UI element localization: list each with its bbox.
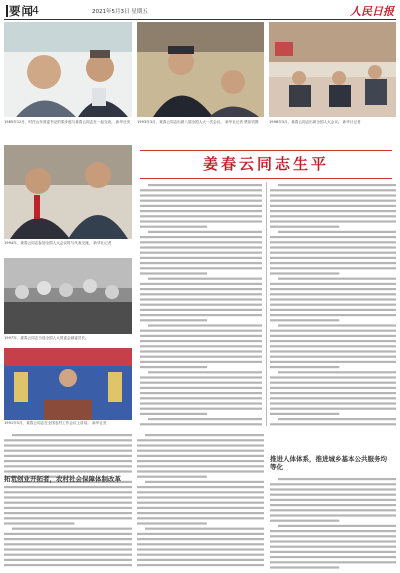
credit-4: 新华社记者 — [93, 241, 112, 245]
caption-5-text: 1997年，姜春云同志当选全国人大常委会副委员长。 — [4, 336, 89, 340]
caption-1 — [4, 120, 132, 125]
text-lines — [140, 182, 262, 426]
subhead-right — [270, 455, 390, 471]
caption-6-text: 1991年5月，姜春云同志在全国农村工作会议上讲话。 — [4, 421, 91, 425]
caption-6 — [4, 421, 132, 426]
issue-date: 2021年5月3日 星期五 — [92, 9, 148, 15]
credit-3: 新华社记者 — [342, 120, 361, 124]
photo-top-left — [4, 22, 132, 117]
credit-1: 新华社发 — [115, 120, 131, 124]
photo-left-middle — [4, 145, 132, 239]
body-column-1 — [140, 182, 262, 426]
section-title: 要闻 — [9, 4, 34, 18]
section-bar — [6, 5, 8, 17]
body-bottom-1 — [4, 432, 132, 570]
text-lines — [270, 476, 396, 570]
caption-4-text: 1994年，姜春云同志参加全国人大会议时与代表交流。 — [4, 241, 93, 245]
caption-3-text: 1998年3月，姜春云同志出席全国人大会议。 — [269, 120, 342, 124]
credit-2: 新华社记者 樊如钧摄 — [225, 120, 259, 124]
photo-top-middle — [137, 22, 264, 117]
subhead-left-text: 拓荒创业开拓者，农村社会保障体制改革 — [4, 475, 121, 483]
text-lines — [270, 182, 396, 426]
photo-left-podium — [4, 348, 132, 420]
body-bottom-3 — [270, 476, 396, 570]
caption-3 — [269, 120, 396, 125]
caption-5 — [4, 336, 132, 341]
credit-5: 新华社发 — [92, 421, 107, 425]
subhead-left — [4, 475, 124, 483]
newspaper-logo: 人民日报 — [350, 5, 394, 18]
photo-left-bw — [4, 258, 132, 334]
page-header — [4, 3, 396, 20]
caption-2-text: 1993年3月，姜春云同志出席八届全国人大一次会议。 — [137, 120, 224, 124]
article-title: 姜春云同志生平 — [202, 155, 329, 173]
column-divider — [266, 182, 267, 426]
text-lines — [137, 432, 264, 570]
caption-4 — [4, 241, 132, 246]
photo-top-right — [269, 22, 396, 117]
subhead-right-text: 推进人体体系，推进城乡基本公共服务均等化 — [270, 455, 387, 471]
page-number: 4 — [32, 4, 39, 17]
caption-2 — [137, 120, 264, 125]
article-title-box — [140, 150, 392, 179]
caption-1-text: 1985年12月，时任山东省委书记的梁步庭与姜春云同志在一起交谈。 — [4, 120, 115, 124]
body-column-2 — [270, 182, 396, 426]
body-bottom-2 — [137, 432, 264, 570]
text-lines — [4, 432, 132, 570]
